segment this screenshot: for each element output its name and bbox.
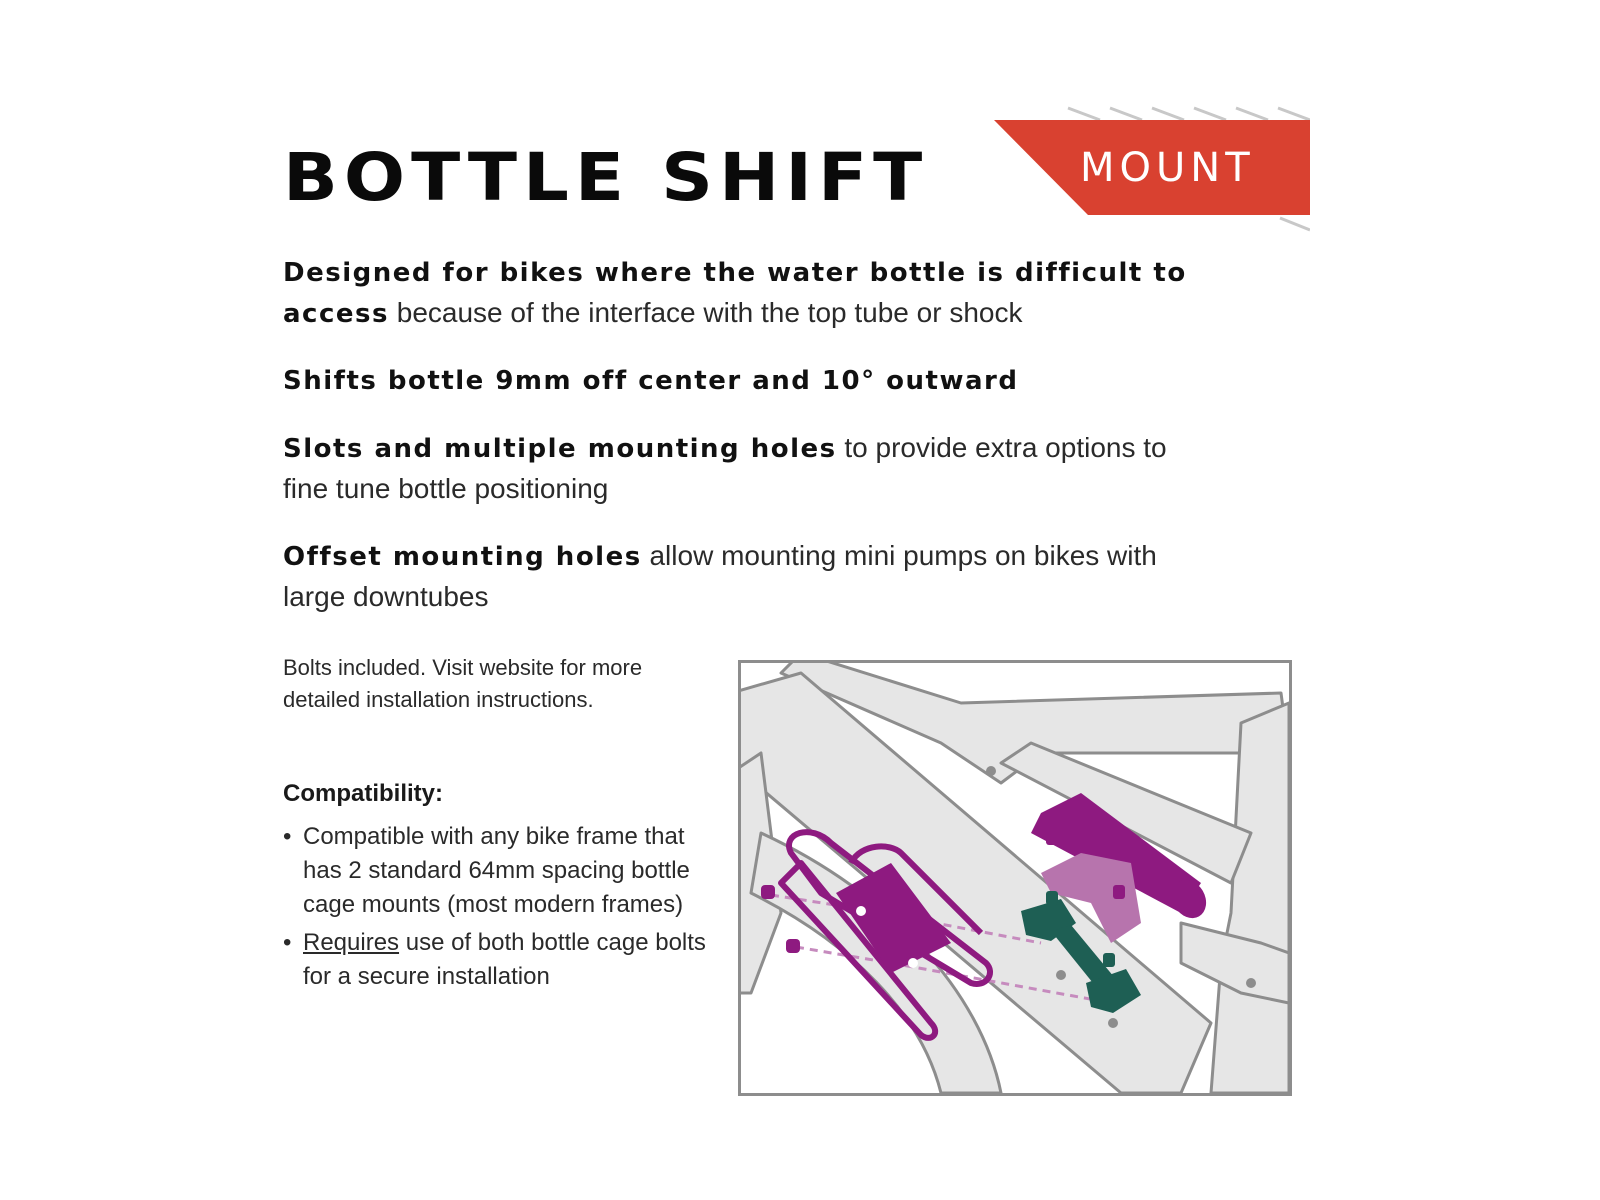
feature-3-bold: Slots and multiple mounting holes [283, 434, 837, 464]
feature-2 [283, 360, 1203, 401]
installation-illustration [738, 660, 1292, 1096]
feature-3 [283, 428, 1203, 509]
requires-emphasis: Requires [303, 929, 400, 956]
feature-1 [283, 252, 1203, 334]
feature-1-bold: Designed for bikes where the water bottle is difficult to access [283, 258, 1187, 329]
feature-4-bold: Offset mounting holes [283, 542, 642, 572]
mount-badge-label: MOUNT [1080, 145, 1255, 191]
compatibility-list [283, 820, 723, 998]
compatibility-item [283, 926, 723, 994]
product-title: BOTTLE SHIFT [283, 138, 929, 216]
compatibility-item-text: use of both bottle cage bolts for a secure installation [303, 929, 706, 990]
feature-4-regular: allow mounting mini pumps on bikes with large downtubes [283, 540, 1157, 612]
compatibility-item [283, 820, 723, 922]
feature-4 [283, 536, 1163, 617]
feature-3-regular: to provide extra options to fine tune bottle positioning [283, 432, 1167, 504]
feature-2-bold: Shifts bottle 9mm off center and 10° outward [283, 366, 1019, 396]
compatibility-heading: Compatibility: [283, 780, 443, 807]
feature-1-regular: because of the interface with the top tube or shock [388, 297, 1023, 328]
bolts-note: Bolts included. Visit website for more detailed installation instructions. [283, 655, 643, 712]
compatibility-item-text: Compatible with any bike frame that has 2 standard 64mm spacing bottle cage mounts (most modern frames) [303, 823, 690, 918]
